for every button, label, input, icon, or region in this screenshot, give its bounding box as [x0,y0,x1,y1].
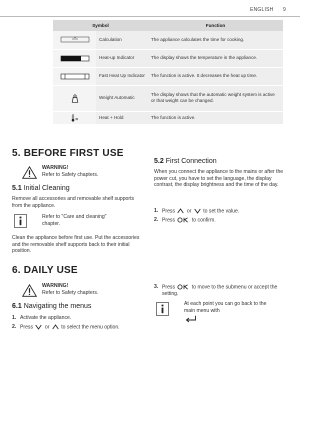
symbol-name: Heat-up Indicator [96,49,148,67]
weight-icon [71,94,79,103]
initial-cleaning-text: Remove all accessories and removable shelf supports from the appliance. [12,196,135,209]
arrow-down-icon [194,208,201,214]
section-heading: Initial Cleaning [23,185,70,192]
back-arrow-icon [185,315,197,323]
heat-up-bar-icon [60,55,90,62]
arrow-down-icon [35,324,42,330]
section-number: 5.2 [154,158,164,165]
ok-icon [177,217,189,223]
symbol-name: Calculation [96,31,148,49]
header-language: ENGLISH [250,7,274,13]
header-divider [0,16,300,17]
warning-icon [22,166,37,179]
warning-text: Refer to Safety chapters. [42,171,99,178]
symbol-name: Weight Automatic [96,85,148,111]
section-6-title: 6. DAILY USE [12,265,78,276]
navigation-steps-continued [154,284,286,300]
back-to-main-menu-note: At each point you can go back to the main menu with [184,301,272,323]
section-heading: First Connection [165,158,217,165]
info-icon [14,214,27,228]
table-header-symbol: Symbol [53,20,148,31]
list-item: 2. Press or to select the menu option. [12,323,120,330]
table-header-function: Function [148,20,283,31]
symbol-function: The display shows that the automatic weight system is active or that weight can be changed. [148,85,283,111]
symbol-function: The display shows the temperature in the appliance. [148,49,283,67]
first-connection-steps [154,208,286,226]
section-5-2-title [154,158,217,165]
section-6-1-title [12,303,91,310]
thermometer-hold-icon [70,114,80,122]
table-row [53,85,283,111]
list-item: 3. Press to move to the submenu or accept the setting. [154,284,278,297]
symbol-table [53,20,283,125]
list-item: 1. Activate the appliance. [12,315,72,321]
warning-note [42,165,142,178]
arrow-up-icon [177,208,184,214]
table-row [53,67,283,85]
ok-icon [177,284,189,290]
table-row [53,49,283,67]
clean-before-use-text: Clean the appliance before first use. Put the accessories and the removable shelf supports back to their initial position. [12,235,140,255]
list-item: 2. Press to confirm. [154,216,216,224]
info-icon [156,302,169,316]
navigation-steps [12,315,142,333]
calculation-display-icon [60,36,90,43]
section-5-1-title [12,185,70,192]
warning-note [42,283,142,296]
page-header [250,7,286,13]
list-item: 1. Press or to set the value. [154,208,240,215]
arrow-up-icon [52,324,59,330]
warning-title: WARNING! [42,283,69,289]
warning-text: Refer to Safety chapters. [42,289,99,296]
table-row [53,111,283,124]
page-number: 9 [283,7,286,13]
warning-icon [22,284,37,297]
symbol-function: The function is active. It decreases the heat up time. [148,67,283,85]
section-number: 5.1 [12,185,22,192]
warning-title: WARNING! [42,165,69,171]
first-connection-text: When you connect the appliance to the mains or after the power cut, you have to set the language, the display contrast, the display brightness and the time of the day. [154,169,284,189]
symbol-function: The function is active. [148,111,283,124]
symbol-name: Fast Heat Up Indicator [96,67,148,85]
section-number: 6.1 [12,303,22,310]
symbol-function: The appliance calculates the time for cooking. [148,31,283,49]
section-heading: Navigating the menus [23,303,92,310]
section-5-title: 5. BEFORE FIRST USE [12,148,124,159]
table-row [53,31,283,49]
fast-heat-bar-icon [60,73,90,80]
care-cleaning-note: Refer to "Care and cleaning" chapter. [42,214,107,227]
symbol-name: Heat + Hold [96,111,148,124]
